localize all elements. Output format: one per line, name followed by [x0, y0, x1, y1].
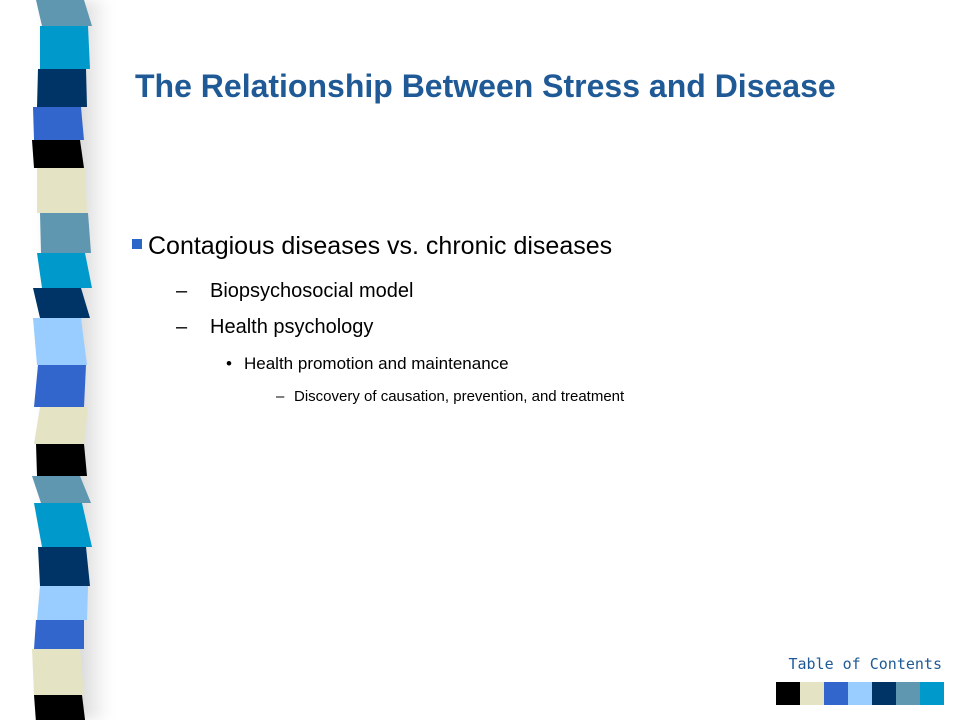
color-swatch — [896, 682, 920, 705]
bullet-level4-text: Discovery of causation, prevention, and treatment — [294, 388, 625, 405]
bullet-level3 — [226, 354, 509, 374]
table-of-contents-link[interactable]: Table of Contents — [788, 655, 942, 673]
color-swatch — [824, 682, 848, 705]
bullet-level3-text: Health promotion and maintenance — [244, 354, 509, 373]
dash-bullet-icon: – — [176, 316, 188, 338]
bullet-level1-text: Contagious diseases vs. chronic diseases — [148, 232, 613, 260]
bullet-level2-b-text: Health psychology — [210, 316, 374, 338]
bullet-level4 — [276, 388, 624, 405]
dash-bullet-icon: – — [276, 388, 285, 405]
slide-title: The Relationship Between Stress and Disease — [135, 68, 836, 104]
color-swatch — [848, 682, 872, 705]
color-swatch — [776, 682, 800, 705]
bullet-level2-a-text: Biopsychosocial model — [210, 280, 414, 302]
color-swatch — [800, 682, 824, 705]
dash-bullet-icon: – — [176, 280, 188, 302]
square-bullet-icon — [132, 239, 142, 249]
color-swatch — [920, 682, 944, 705]
color-swatch-strip — [776, 682, 944, 705]
bullet-level1 — [132, 232, 612, 261]
bullet-level2-a — [176, 280, 413, 303]
color-swatch — [872, 682, 896, 705]
dot-bullet-icon: • — [226, 354, 232, 373]
bullet-level2-b — [176, 316, 373, 339]
